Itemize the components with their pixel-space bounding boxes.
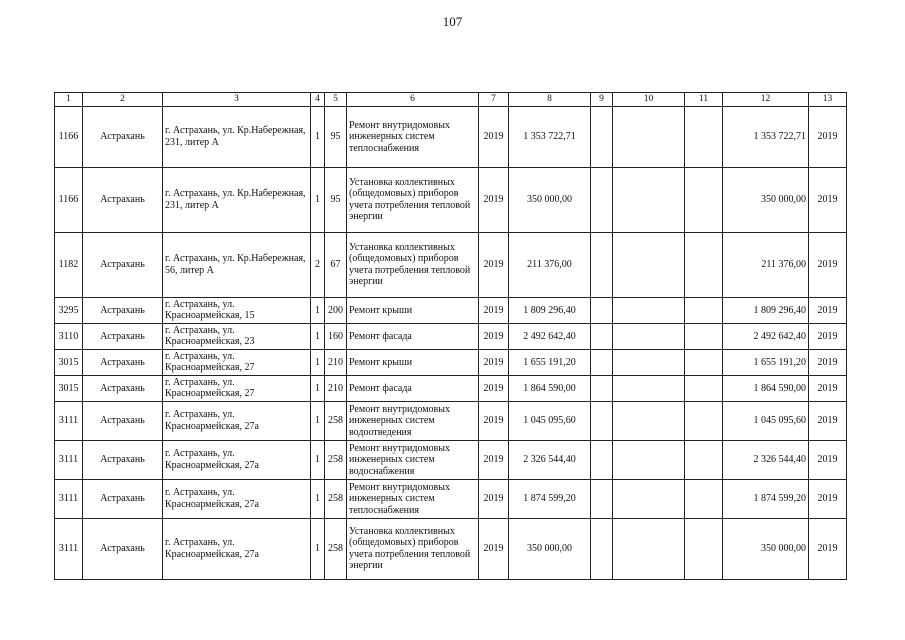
cost: 2 492 642,40	[509, 323, 591, 349]
column-number: 11	[685, 93, 723, 107]
municipality: Астрахань	[83, 440, 163, 479]
column-number: 8	[509, 93, 591, 107]
cost: 211 376,00	[509, 232, 591, 297]
year-total: 2019	[809, 106, 847, 167]
year: 2019	[479, 401, 509, 440]
table-row	[55, 297, 847, 323]
col-11	[685, 440, 723, 479]
house-id: 3111	[55, 401, 83, 440]
col-11	[685, 401, 723, 440]
cost-total: 1 874 599,20	[723, 479, 809, 518]
col-4: 1	[311, 323, 325, 349]
col-5: 258	[325, 518, 347, 579]
house-id: 1166	[55, 167, 83, 232]
cost: 1 874 599,20	[509, 479, 591, 518]
cost-total: 1 809 296,40	[723, 297, 809, 323]
municipality: Астрахань	[83, 232, 163, 297]
col-9	[591, 106, 613, 167]
address: г. Астрахань, ул. Красноармейская, 23	[163, 323, 311, 349]
table-row	[55, 479, 847, 518]
col-11	[685, 323, 723, 349]
work-type: Установка коллективных (общедомовых) приборов учета потребления тепловой энергии	[347, 167, 479, 232]
col-11	[685, 167, 723, 232]
address: г. Астрахань, ул. Кр.Набережная, 231, литер А	[163, 167, 311, 232]
column-number: 13	[809, 93, 847, 107]
cost-total: 1 045 095,60	[723, 401, 809, 440]
work-type: Ремонт фасада	[347, 323, 479, 349]
col-9	[591, 401, 613, 440]
col-9	[591, 349, 613, 375]
house-id: 1182	[55, 232, 83, 297]
year: 2019	[479, 167, 509, 232]
work-type: Ремонт внутридомовых инженерных систем водоотведения	[347, 401, 479, 440]
table-row	[55, 401, 847, 440]
cost: 1 809 296,40	[509, 297, 591, 323]
col-5: 210	[325, 349, 347, 375]
col-5: 258	[325, 401, 347, 440]
col-5: 210	[325, 375, 347, 401]
col-11	[685, 518, 723, 579]
column-number: 12	[723, 93, 809, 107]
address: г. Астрахань, ул. Красноармейская, 27	[163, 349, 311, 375]
cost: 1 655 191,20	[509, 349, 591, 375]
col-10	[613, 440, 685, 479]
table-row	[55, 106, 847, 167]
year: 2019	[479, 479, 509, 518]
col-9	[591, 167, 613, 232]
work-type: Установка коллективных (общедомовых) приборов учета потребления тепловой энергии	[347, 232, 479, 297]
cost: 1 864 590,00	[509, 375, 591, 401]
col-4: 1	[311, 349, 325, 375]
col-4: 1	[311, 375, 325, 401]
col-9	[591, 440, 613, 479]
cost: 1 353 722,71	[509, 106, 591, 167]
year-total: 2019	[809, 479, 847, 518]
municipality: Астрахань	[83, 375, 163, 401]
col-4: 1	[311, 297, 325, 323]
table-row	[55, 167, 847, 232]
cost: 350 000,00	[509, 518, 591, 579]
col-10	[613, 479, 685, 518]
column-number: 7	[479, 93, 509, 107]
table-row	[55, 323, 847, 349]
year: 2019	[479, 323, 509, 349]
page-number: 107	[442, 14, 463, 29]
column-number: 4	[311, 93, 325, 107]
col-11	[685, 232, 723, 297]
year: 2019	[479, 349, 509, 375]
address: г. Астрахань, ул. Красноармейская, 15	[163, 297, 311, 323]
col-5: 160	[325, 323, 347, 349]
municipality: Астрахань	[83, 401, 163, 440]
year: 2019	[479, 518, 509, 579]
cost: 2 326 544,40	[509, 440, 591, 479]
municipality: Астрахань	[83, 167, 163, 232]
cost-total: 350 000,00	[723, 518, 809, 579]
year-total: 2019	[809, 349, 847, 375]
cost-total: 1 353 722,71	[723, 106, 809, 167]
municipality: Астрахань	[83, 479, 163, 518]
house-id: 3111	[55, 518, 83, 579]
col-4: 1	[311, 167, 325, 232]
year-total: 2019	[809, 375, 847, 401]
column-number: 6	[347, 93, 479, 107]
col-10	[613, 167, 685, 232]
column-number: 2	[83, 93, 163, 107]
col-4: 1	[311, 440, 325, 479]
municipality: Астрахань	[83, 323, 163, 349]
column-number-row	[55, 93, 847, 107]
col-11	[685, 375, 723, 401]
address: г. Астрахань, ул. Красноармейская, 27а	[163, 401, 311, 440]
year: 2019	[479, 232, 509, 297]
col-5: 67	[325, 232, 347, 297]
address: г. Астрахань, ул. Кр.Набережная, 231, литер А	[163, 106, 311, 167]
house-id: 3015	[55, 349, 83, 375]
column-number: 10	[613, 93, 685, 107]
address: г. Астрахань, ул. Красноармейская, 27	[163, 375, 311, 401]
year-total: 2019	[809, 440, 847, 479]
year: 2019	[479, 106, 509, 167]
municipality: Астрахань	[83, 106, 163, 167]
year-total: 2019	[809, 323, 847, 349]
address: г. Астрахань, ул. Красноармейская, 27а	[163, 479, 311, 518]
col-9	[591, 479, 613, 518]
col-4: 1	[311, 518, 325, 579]
col-11	[685, 479, 723, 518]
address: г. Астрахань, ул. Красноармейская, 27а	[163, 440, 311, 479]
col-4: 1	[311, 401, 325, 440]
cost-total: 211 376,00	[723, 232, 809, 297]
year-total: 2019	[809, 401, 847, 440]
cost-total: 2 492 642,40	[723, 323, 809, 349]
house-id: 3295	[55, 297, 83, 323]
house-id: 3111	[55, 440, 83, 479]
column-number: 9	[591, 93, 613, 107]
col-4: 1	[311, 479, 325, 518]
cost: 350 000,00	[509, 167, 591, 232]
year: 2019	[479, 375, 509, 401]
col-4: 2	[311, 232, 325, 297]
work-type: Ремонт внутридомовых инженерных систем водоснабжения	[347, 440, 479, 479]
year-total: 2019	[809, 167, 847, 232]
col-10	[613, 297, 685, 323]
cost: 1 045 095,60	[509, 401, 591, 440]
col-9	[591, 323, 613, 349]
col-10	[613, 106, 685, 167]
col-11	[685, 297, 723, 323]
col-10	[613, 349, 685, 375]
work-type: Установка коллективных (общедомовых) приборов учета потребления тепловой энергии	[347, 518, 479, 579]
col-9	[591, 375, 613, 401]
work-type: Ремонт внутридомовых инженерных систем теплоснабжения	[347, 106, 479, 167]
col-10	[613, 232, 685, 297]
work-type: Ремонт крыши	[347, 349, 479, 375]
municipality: Астрахань	[83, 297, 163, 323]
table-row	[55, 518, 847, 579]
col-5: 258	[325, 440, 347, 479]
col-5: 95	[325, 167, 347, 232]
table-row	[55, 375, 847, 401]
col-4: 1	[311, 106, 325, 167]
work-type: Ремонт крыши	[347, 297, 479, 323]
year-total: 2019	[809, 297, 847, 323]
table-row	[55, 232, 847, 297]
col-11	[685, 349, 723, 375]
house-id: 3015	[55, 375, 83, 401]
col-9	[591, 232, 613, 297]
house-id: 1166	[55, 106, 83, 167]
col-9	[591, 518, 613, 579]
year: 2019	[479, 297, 509, 323]
capital-repair-table	[54, 92, 847, 580]
cost-total: 350 000,00	[723, 167, 809, 232]
year-total: 2019	[809, 232, 847, 297]
table-row	[55, 440, 847, 479]
house-id: 3110	[55, 323, 83, 349]
col-10	[613, 401, 685, 440]
year: 2019	[479, 440, 509, 479]
col-10	[613, 518, 685, 579]
table-row	[55, 349, 847, 375]
cost-total: 1 655 191,20	[723, 349, 809, 375]
column-number: 1	[55, 93, 83, 107]
work-type: Ремонт фасада	[347, 375, 479, 401]
col-5: 200	[325, 297, 347, 323]
col-10	[613, 375, 685, 401]
col-10	[613, 323, 685, 349]
work-type: Ремонт внутридомовых инженерных систем теплоснабжения	[347, 479, 479, 518]
address: г. Астрахань, ул. Красноармейская, 27а	[163, 518, 311, 579]
year-total: 2019	[809, 518, 847, 579]
house-id: 3111	[55, 479, 83, 518]
col-5: 95	[325, 106, 347, 167]
municipality: Астрахань	[83, 349, 163, 375]
col-5: 258	[325, 479, 347, 518]
municipality: Астрахань	[83, 518, 163, 579]
column-number: 3	[163, 93, 311, 107]
address: г. Астрахань, ул. Кр.Набережная, 56, литер А	[163, 232, 311, 297]
cost-total: 1 864 590,00	[723, 375, 809, 401]
col-11	[685, 106, 723, 167]
col-9	[591, 297, 613, 323]
column-number: 5	[325, 93, 347, 107]
cost-total: 2 326 544,40	[723, 440, 809, 479]
